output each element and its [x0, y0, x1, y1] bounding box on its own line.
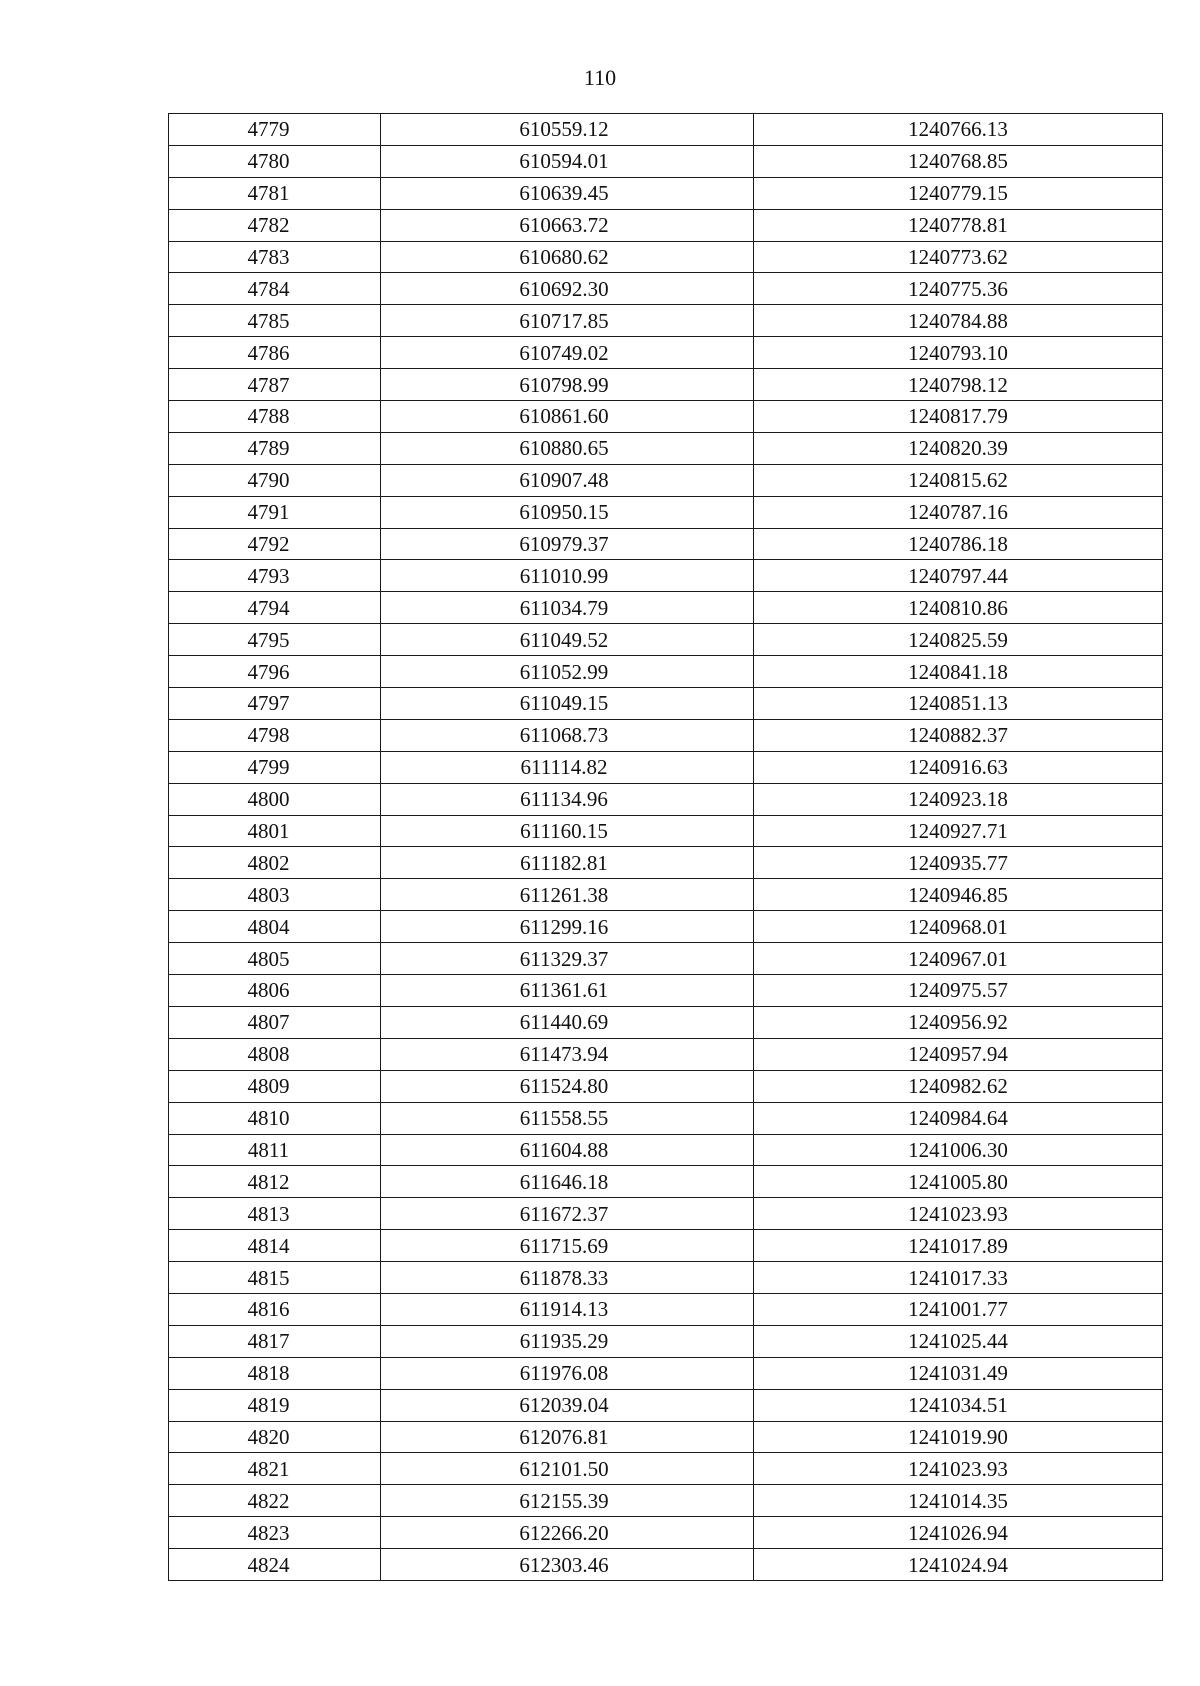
point-number-cell: 4813: [169, 1198, 381, 1230]
point-number-cell: 4803: [169, 879, 381, 911]
y-coordinate-cell: 1240923.18: [754, 783, 1163, 815]
y-coordinate-cell: 1240935.77: [754, 847, 1163, 879]
coordinate-table: [168, 113, 1163, 1581]
table-row: [169, 815, 1163, 847]
y-coordinate-cell: 1240975.57: [754, 975, 1163, 1007]
x-coordinate-cell: 611049.15: [381, 688, 754, 720]
table-row: [169, 177, 1163, 209]
point-number-cell: 4815: [169, 1262, 381, 1294]
point-number-cell: 4790: [169, 464, 381, 496]
point-number-cell: 4783: [169, 241, 381, 273]
x-coordinate-cell: 611473.94: [381, 1038, 754, 1070]
table-row: [169, 273, 1163, 305]
table-row: [169, 1421, 1163, 1453]
y-coordinate-cell: 1241031.49: [754, 1357, 1163, 1389]
y-coordinate-cell: 1240841.18: [754, 656, 1163, 688]
x-coordinate-cell: 611134.96: [381, 783, 754, 815]
table-row: [169, 688, 1163, 720]
x-coordinate-cell: 610594.01: [381, 145, 754, 177]
y-coordinate-cell: 1240968.01: [754, 911, 1163, 943]
table-row: [169, 496, 1163, 528]
x-coordinate-cell: 611182.81: [381, 847, 754, 879]
table-row: [169, 1453, 1163, 1485]
point-number-cell: 4788: [169, 401, 381, 433]
y-coordinate-cell: 1241024.94: [754, 1549, 1163, 1581]
point-number-cell: 4804: [169, 911, 381, 943]
y-coordinate-cell: 1241001.77: [754, 1293, 1163, 1325]
table-row: [169, 114, 1163, 146]
y-coordinate-cell: 1240784.88: [754, 305, 1163, 337]
y-coordinate-cell: 1240775.36: [754, 273, 1163, 305]
x-coordinate-cell: 611440.69: [381, 1006, 754, 1038]
table-row: [169, 1517, 1163, 1549]
y-coordinate-cell: 1240815.62: [754, 464, 1163, 496]
table-row: [169, 1325, 1163, 1357]
x-coordinate-cell: 612101.50: [381, 1453, 754, 1485]
table-row: [169, 943, 1163, 975]
y-coordinate-cell: 1240798.12: [754, 369, 1163, 401]
table-row: [169, 719, 1163, 751]
y-coordinate-cell: 1240927.71: [754, 815, 1163, 847]
y-coordinate-cell: 1240957.94: [754, 1038, 1163, 1070]
point-number-cell: 4800: [169, 783, 381, 815]
table-row: [169, 592, 1163, 624]
table-row: [169, 1293, 1163, 1325]
x-coordinate-cell: 610559.12: [381, 114, 754, 146]
x-coordinate-cell: 611715.69: [381, 1230, 754, 1262]
y-coordinate-cell: 1240967.01: [754, 943, 1163, 975]
x-coordinate-cell: 611524.80: [381, 1070, 754, 1102]
point-number-cell: 4782: [169, 209, 381, 241]
table-row: [169, 1134, 1163, 1166]
table-row: [169, 369, 1163, 401]
x-coordinate-cell: 611010.99: [381, 560, 754, 592]
x-coordinate-cell: 611558.55: [381, 1102, 754, 1134]
x-coordinate-cell: 610749.02: [381, 337, 754, 369]
point-number-cell: 4779: [169, 114, 381, 146]
x-coordinate-cell: 610950.15: [381, 496, 754, 528]
y-coordinate-cell: 1241026.94: [754, 1517, 1163, 1549]
y-coordinate-cell: 1240810.86: [754, 592, 1163, 624]
y-coordinate-cell: 1240956.92: [754, 1006, 1163, 1038]
table-row: [169, 879, 1163, 911]
y-coordinate-cell: 1240916.63: [754, 751, 1163, 783]
point-number-cell: 4816: [169, 1293, 381, 1325]
y-coordinate-cell: 1241014.35: [754, 1485, 1163, 1517]
y-coordinate-cell: 1240786.18: [754, 528, 1163, 560]
table-row: [169, 1102, 1163, 1134]
point-number-cell: 4802: [169, 847, 381, 879]
point-number-cell: 4812: [169, 1166, 381, 1198]
point-number-cell: 4793: [169, 560, 381, 592]
point-number-cell: 4780: [169, 145, 381, 177]
y-coordinate-cell: 1240882.37: [754, 719, 1163, 751]
x-coordinate-cell: 610717.85: [381, 305, 754, 337]
y-coordinate-cell: 1241005.80: [754, 1166, 1163, 1198]
x-coordinate-cell: 611329.37: [381, 943, 754, 975]
table-row: [169, 401, 1163, 433]
table-row: [169, 1357, 1163, 1389]
point-number-cell: 4784: [169, 273, 381, 305]
point-number-cell: 4785: [169, 305, 381, 337]
point-number-cell: 4820: [169, 1421, 381, 1453]
point-number-cell: 4806: [169, 975, 381, 1007]
x-coordinate-cell: 612076.81: [381, 1421, 754, 1453]
table-row: [169, 847, 1163, 879]
point-number-cell: 4819: [169, 1389, 381, 1421]
x-coordinate-cell: 612266.20: [381, 1517, 754, 1549]
point-number-cell: 4808: [169, 1038, 381, 1070]
point-number-cell: 4810: [169, 1102, 381, 1134]
y-coordinate-cell: 1241025.44: [754, 1325, 1163, 1357]
point-number-cell: 4791: [169, 496, 381, 528]
x-coordinate-cell: 612155.39: [381, 1485, 754, 1517]
x-coordinate-cell: 612039.04: [381, 1389, 754, 1421]
x-coordinate-cell: 611646.18: [381, 1166, 754, 1198]
x-coordinate-cell: 610680.62: [381, 241, 754, 273]
x-coordinate-cell: 610861.60: [381, 401, 754, 433]
table-row: [169, 241, 1163, 273]
x-coordinate-cell: 611604.88: [381, 1134, 754, 1166]
table-row: [169, 1389, 1163, 1421]
x-coordinate-cell: 611361.61: [381, 975, 754, 1007]
table-row: [169, 209, 1163, 241]
table-row: [169, 1006, 1163, 1038]
x-coordinate-cell: 611976.08: [381, 1357, 754, 1389]
point-number-cell: 4809: [169, 1070, 381, 1102]
table-row: [169, 1549, 1163, 1581]
table-row: [169, 305, 1163, 337]
table-row: [169, 560, 1163, 592]
y-coordinate-cell: 1240768.85: [754, 145, 1163, 177]
x-coordinate-cell: 611052.99: [381, 656, 754, 688]
point-number-cell: 4818: [169, 1357, 381, 1389]
x-coordinate-cell: 610663.72: [381, 209, 754, 241]
y-coordinate-cell: 1241019.90: [754, 1421, 1163, 1453]
y-coordinate-cell: 1240787.16: [754, 496, 1163, 528]
x-coordinate-cell: 611935.29: [381, 1325, 754, 1357]
x-coordinate-cell: 610692.30: [381, 273, 754, 305]
y-coordinate-cell: 1240982.62: [754, 1070, 1163, 1102]
point-number-cell: 4781: [169, 177, 381, 209]
y-coordinate-cell: 1240820.39: [754, 432, 1163, 464]
x-coordinate-cell: 610880.65: [381, 432, 754, 464]
point-number-cell: 4817: [169, 1325, 381, 1357]
point-number-cell: 4796: [169, 656, 381, 688]
y-coordinate-cell: 1241034.51: [754, 1389, 1163, 1421]
point-number-cell: 4797: [169, 688, 381, 720]
x-coordinate-cell: 611261.38: [381, 879, 754, 911]
y-coordinate-cell: 1240946.85: [754, 879, 1163, 911]
table-row: [169, 624, 1163, 656]
point-number-cell: 4814: [169, 1230, 381, 1262]
y-coordinate-cell: 1240773.62: [754, 241, 1163, 273]
y-coordinate-cell: 1241017.89: [754, 1230, 1163, 1262]
table-row: [169, 464, 1163, 496]
table-row: [169, 145, 1163, 177]
x-coordinate-cell: 610639.45: [381, 177, 754, 209]
y-coordinate-cell: 1240851.13: [754, 688, 1163, 720]
x-coordinate-cell: 611299.16: [381, 911, 754, 943]
y-coordinate-cell: 1240797.44: [754, 560, 1163, 592]
table-row: [169, 528, 1163, 560]
point-number-cell: 4811: [169, 1134, 381, 1166]
y-coordinate-cell: 1240825.59: [754, 624, 1163, 656]
point-number-cell: 4821: [169, 1453, 381, 1485]
point-number-cell: 4807: [169, 1006, 381, 1038]
y-coordinate-cell: 1240817.79: [754, 401, 1163, 433]
point-number-cell: 4786: [169, 337, 381, 369]
y-coordinate-cell: 1241006.30: [754, 1134, 1163, 1166]
y-coordinate-cell: 1240793.10: [754, 337, 1163, 369]
point-number-cell: 4798: [169, 719, 381, 751]
point-number-cell: 4824: [169, 1549, 381, 1581]
y-coordinate-cell: 1241023.93: [754, 1453, 1163, 1485]
y-coordinate-cell: 1241023.93: [754, 1198, 1163, 1230]
x-coordinate-cell: 612303.46: [381, 1549, 754, 1581]
x-coordinate-cell: 610907.48: [381, 464, 754, 496]
point-number-cell: 4823: [169, 1517, 381, 1549]
point-number-cell: 4789: [169, 432, 381, 464]
point-number-cell: 4795: [169, 624, 381, 656]
point-number-cell: 4805: [169, 943, 381, 975]
table-row: [169, 911, 1163, 943]
table-row: [169, 1070, 1163, 1102]
table-row: [169, 1485, 1163, 1517]
point-number-cell: 4792: [169, 528, 381, 560]
table-row: [169, 337, 1163, 369]
point-number-cell: 4794: [169, 592, 381, 624]
x-coordinate-cell: 611114.82: [381, 751, 754, 783]
table-row: [169, 1230, 1163, 1262]
table-row: [169, 432, 1163, 464]
x-coordinate-cell: 611672.37: [381, 1198, 754, 1230]
y-coordinate-cell: 1240779.15: [754, 177, 1163, 209]
table-row: [169, 783, 1163, 815]
x-coordinate-cell: 610979.37: [381, 528, 754, 560]
x-coordinate-cell: 611049.52: [381, 624, 754, 656]
table-row: [169, 1166, 1163, 1198]
point-number-cell: 4822: [169, 1485, 381, 1517]
x-coordinate-cell: 611878.33: [381, 1262, 754, 1294]
table-body: [169, 114, 1163, 1581]
y-coordinate-cell: 1240984.64: [754, 1102, 1163, 1134]
table-row: [169, 1262, 1163, 1294]
x-coordinate-cell: 611068.73: [381, 719, 754, 751]
table-row: [169, 751, 1163, 783]
table-row: [169, 1038, 1163, 1070]
x-coordinate-cell: 611914.13: [381, 1293, 754, 1325]
x-coordinate-cell: 611034.79: [381, 592, 754, 624]
point-number-cell: 4801: [169, 815, 381, 847]
y-coordinate-cell: 1241017.33: [754, 1262, 1163, 1294]
table-row: [169, 1198, 1163, 1230]
point-number-cell: 4799: [169, 751, 381, 783]
x-coordinate-cell: 611160.15: [381, 815, 754, 847]
x-coordinate-cell: 610798.99: [381, 369, 754, 401]
table-row: [169, 975, 1163, 1007]
point-number-cell: 4787: [169, 369, 381, 401]
table-row: [169, 656, 1163, 688]
y-coordinate-cell: 1240766.13: [754, 114, 1163, 146]
y-coordinate-cell: 1240778.81: [754, 209, 1163, 241]
page-number: 110: [583, 65, 617, 90]
